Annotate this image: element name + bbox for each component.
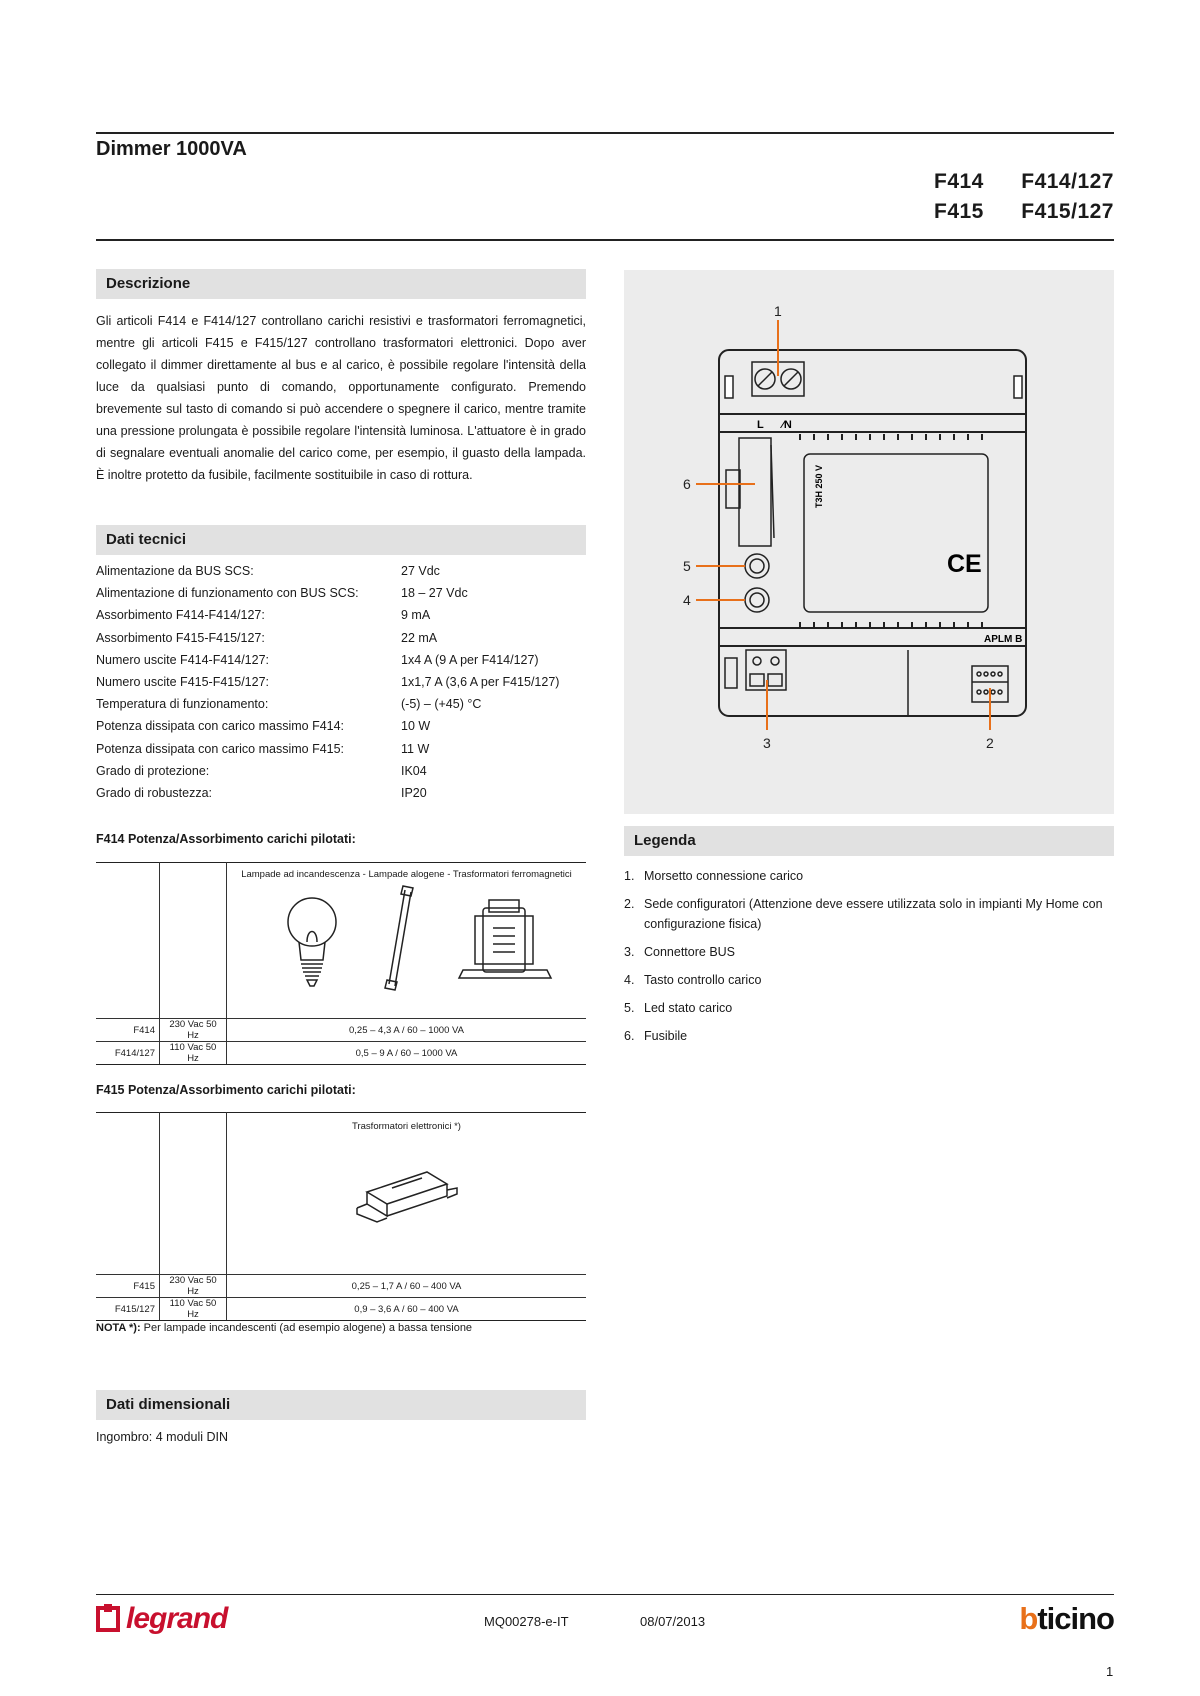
- f415-table-heading: F415 Potenza/Assorbimento carichi pilotati:: [96, 1083, 356, 1097]
- legrand-logo: [96, 1602, 227, 1636]
- legrand-wordmark: legrand: [126, 1602, 228, 1635]
- header-bottom-rule: [96, 239, 1114, 241]
- spec-value: 11 W: [401, 741, 430, 756]
- table-row: [96, 1042, 586, 1065]
- section-heading-dati-dimensionali: Dati dimensionali: [96, 1390, 586, 1420]
- legend-item-text: Connettore BUS: [644, 945, 736, 959]
- terminal-label: L: [757, 419, 764, 431]
- product-code: F415/127: [1021, 200, 1114, 223]
- model-cell: F414: [96, 1019, 160, 1042]
- legend-item-text: Tasto controllo carico: [644, 973, 762, 987]
- spec-key: Assorbimento F415-F415/127:: [96, 630, 265, 645]
- fuse-holder: [726, 438, 774, 546]
- spec-value: IK04: [401, 763, 427, 778]
- section-heading-descrizione: Descrizione: [96, 269, 586, 299]
- range-cell: 0,9 – 3,6 A / 60 – 400 VA: [227, 1298, 587, 1321]
- document-code: MQ00278-e-IT: [484, 1614, 569, 1629]
- page-number: 1: [1106, 1664, 1114, 1679]
- table-row: [96, 1275, 586, 1298]
- halogen-lamp-icon: [385, 886, 413, 990]
- f414-load-cell: [227, 863, 587, 1019]
- spec-value: 18 – 27 Vdc: [401, 586, 468, 601]
- spec-value: 1x4 A (9 A per F414/127): [401, 652, 539, 667]
- product-codes-row-2: [934, 200, 1114, 224]
- supply-cell: 230 Vac 50 Hz: [160, 1275, 227, 1298]
- callout-5: 5: [683, 558, 691, 574]
- spec-row: [96, 564, 559, 586]
- lamp-icons: [257, 880, 557, 1000]
- description-text: Gli articoli F414 e F414/127 controllano carichi resistivi e trasformatori ferromagnetici, mentre gli articoli F415 e F415/127 controllano trasformatori elettronici. Dopo aver collegato il dimmer direttamente al bus e al carico, è possibile regolare l'intensità della luce da qualsiasi punto di comando, opportunamente configurato. Premendo brevemente sul tasto di comando si può accendere o spegnere il carico, mentre tramite una pressione prolungata è possibile regolare l'intensità luminosa. L'attuatore è in grado di segnalare eventuali anomalie del carico come, per esempio, il guasto della lampada. È inoltre protetto da fusibile, facilmente sostituibile in caso di rottura.: [96, 314, 586, 482]
- spec-value: 1x1,7 A (3,6 A per F415/127): [401, 674, 560, 689]
- label-plate: [804, 454, 988, 612]
- callout-6: 6: [683, 476, 691, 492]
- f414-table-heading: F414 Potenza/Assorbimento carichi pilotati:: [96, 832, 356, 846]
- tech-specs-list: [96, 564, 559, 808]
- ce-mark: CE: [947, 550, 982, 578]
- list-item: 6. Fusibile: [624, 1026, 1114, 1046]
- legrand-logo-mark-icon: [96, 1604, 122, 1634]
- terminal-label: ⁄N: [782, 419, 792, 431]
- list-item: 5. Led stato carico: [624, 998, 1114, 1018]
- callout-1: 1: [774, 303, 782, 319]
- list-item: 3. Connettore BUS: [624, 942, 1114, 962]
- section-heading-dati-tecnici: Dati tecnici: [96, 525, 586, 555]
- device-diagram-panel: [624, 270, 1114, 814]
- supply-cell: 230 Vac 50 Hz: [160, 1019, 227, 1042]
- model-cell: F415: [96, 1275, 160, 1298]
- spec-value: 10 W: [401, 719, 431, 734]
- spec-value: 22 mA: [401, 630, 438, 645]
- note: [96, 1322, 472, 1334]
- legend-item-text: Sede configuratori (Attenzione deve essere utilizzata solo in impianti My Home con configurazione fisica): [644, 897, 1103, 931]
- spec-row: [96, 675, 559, 697]
- spec-key: Potenza dissipata con carico massimo F415:: [96, 741, 345, 756]
- legend-item-text: Fusibile: [644, 1029, 688, 1043]
- callout-3: 3: [763, 735, 771, 751]
- callout-lines: [696, 320, 990, 730]
- spec-key: Alimentazione di funzionamento con BUS SCS:: [96, 586, 359, 601]
- spec-key: Potenza dissipata con carico massimo F414:: [96, 719, 345, 734]
- product-code: F414: [934, 170, 984, 193]
- bticino-logo: [958, 1602, 1114, 1636]
- list-item: 2. Sede configuratori (Attenzione deve essere utilizzata solo in impianti My Home con configurazione fisica): [624, 894, 1114, 934]
- spec-value: (-5) – (+45) °C: [401, 697, 482, 712]
- dimmer-device-diagram: [624, 270, 1114, 814]
- spec-key: Numero uscite F414-F414/127:: [96, 652, 270, 667]
- list-item: 4. Tasto controllo carico: [624, 970, 1114, 990]
- vent-ticks: [800, 434, 982, 628]
- incandescent-bulb-icon: [288, 898, 336, 986]
- list-item: 1. Morsetto connessione carico: [624, 866, 1114, 886]
- spec-row: [96, 742, 559, 764]
- load-terminal-screws: [725, 362, 1022, 398]
- spec-value: 27 Vdc: [401, 564, 440, 578]
- legend-list: [624, 866, 1114, 1054]
- spec-row: [96, 608, 559, 630]
- spec-key: Temperatura di funzionamento:: [96, 697, 269, 712]
- f415-load-label: Trasformatori elettronici *): [352, 1121, 461, 1132]
- electronic-transformer-icon: [257, 1132, 557, 1242]
- config-label: APLM B: [984, 634, 1023, 645]
- page-title: Dimmer 1000VA: [96, 138, 247, 160]
- spec-key: Numero uscite F415-F415/127:: [96, 674, 270, 689]
- supply-cell: 110 Vac 50 Hz: [160, 1042, 227, 1065]
- ferromagnetic-transformer-icon: [459, 900, 551, 978]
- spec-row: [96, 764, 559, 786]
- spec-key: Assorbimento F414-F414/127:: [96, 608, 265, 623]
- document-date: 08/07/2013: [640, 1614, 706, 1629]
- range-cell: 0,25 – 4,3 A / 60 – 1000 VA: [227, 1019, 587, 1042]
- spec-row: [96, 697, 559, 719]
- spec-key: Grado di robustezza:: [96, 785, 213, 800]
- spec-row: [96, 631, 559, 653]
- model-cell: F414/127: [96, 1042, 160, 1065]
- product-codes-row-1: [934, 170, 1114, 194]
- spec-value: IP20: [401, 785, 427, 800]
- bticino-wordmark: [1019, 1601, 1114, 1637]
- range-cell: 0,25 – 1,7 A / 60 – 400 VA: [227, 1275, 587, 1298]
- bus-connector: [725, 650, 908, 716]
- section-heading-legenda: Legenda: [624, 826, 1114, 856]
- supply-cell: 110 Vac 50 Hz: [160, 1298, 227, 1321]
- spec-row: [96, 586, 559, 608]
- callout-2: 2: [986, 735, 994, 751]
- spec-row: [96, 653, 559, 675]
- legend-item-text: Led stato carico: [644, 1001, 733, 1015]
- table-row: [96, 1298, 586, 1321]
- bticino-wordmark-rest: ticino: [1037, 1601, 1114, 1636]
- spec-row: [96, 719, 559, 741]
- f415-load-cell: [227, 1113, 587, 1275]
- note-label: NOTA *):: [96, 1322, 141, 1334]
- footer-rule: [96, 1594, 1114, 1595]
- spec-key: Grado di protezione:: [96, 763, 210, 778]
- spec-row: [96, 786, 559, 808]
- note-text: Per lampade incandescenti (ad esempio alogene) a bassa tensione: [143, 1322, 473, 1334]
- f414-load-table: [96, 862, 586, 1065]
- model-cell: F415/127: [96, 1298, 160, 1321]
- device-outline: [719, 350, 1026, 716]
- fuse-label: T3H 250 V: [814, 464, 824, 508]
- bticino-wordmark-b: b: [1019, 1601, 1038, 1636]
- callout-4: 4: [683, 592, 691, 608]
- legend-item-text: Morsetto connessione carico: [644, 869, 804, 883]
- spec-key: Alimentazione da BUS SCS:: [96, 564, 254, 578]
- table-row: [96, 1019, 586, 1042]
- dimensions-text: Ingombro: 4 moduli DIN: [96, 1430, 229, 1444]
- spec-value: 9 mA: [401, 608, 431, 623]
- f414-load-label: Lampade ad incandescenza - Lampade alogene - Trasformatori ferromagnetici: [241, 869, 572, 880]
- product-code: F414/127: [1021, 170, 1114, 193]
- range-cell: 0,5 – 9 A / 60 – 1000 VA: [227, 1042, 587, 1065]
- led-and-button: [745, 554, 769, 612]
- header-top-rule: [96, 132, 1114, 134]
- f415-load-table: [96, 1112, 586, 1321]
- product-code: F415: [934, 200, 984, 223]
